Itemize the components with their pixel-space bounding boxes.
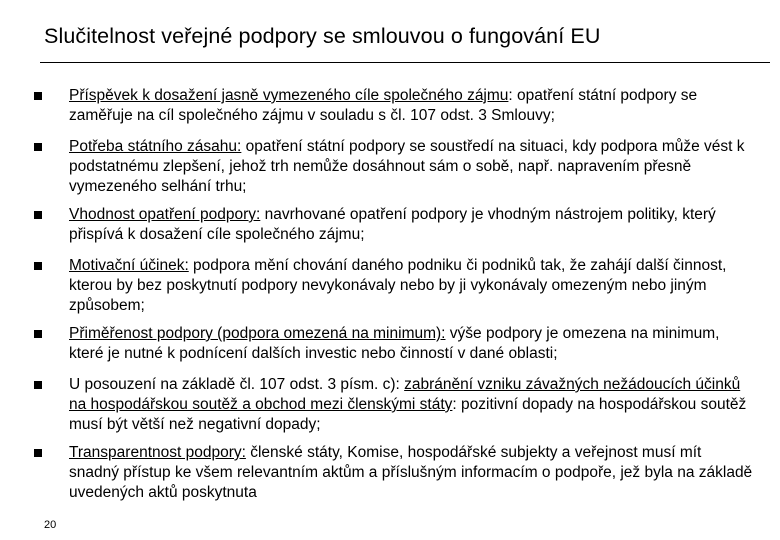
bullet-heading: Potřeba státního zásahu: [69,138,242,155]
bullet-body: členské státy, Komise, hospodářské subjekty a veřejnost musí mít snadný přístup ke všem relevantním aktům a příslušným informacím o podpoře, jež byla na základě uvedených aktů poskytnuta [69,444,753,501]
bullet-text [69,86,754,126]
bullet-text [69,137,754,197]
bullet-heading: Motivační účinek: [69,257,189,274]
bullet-text [69,375,754,435]
bullet-heading: Příspěvek k dosažení jasně vymezeného cíle společného zájmu [69,87,509,104]
bullet-text [69,256,754,316]
bullet-text [69,205,754,245]
square-bullet-icon [34,92,42,100]
bullet-prefix: U posouzení na základě čl. 107 odst. 3 písm. c): [69,376,405,393]
bullet-body: podpora mění chování daného podniku či podniků tak, že zahájí další činnost, kterou by bez poskytnutí podpory nevykonávaly nebo by ji vykonávaly omezeným nebo jiným způsobem; [69,257,727,314]
bullet-heading: zabránění vzniku závažných nežádoucích účinků na hospodářskou soutěž a obchod mezi členskými státy [69,376,741,413]
bullet-body: navrhované opatření podpory je vhodným nástrojem politiky, který přispívá k dosažení cíle společného zájmu; [69,206,716,243]
square-bullet-icon [34,449,42,457]
bullet-body: : pozitivní dopady na hospodářskou soutěž musí být větší než negativní dopady; [69,396,747,433]
bullet-text [69,324,754,364]
bullet-text [69,443,754,503]
bullet-body: : opatření státní podpory se zaměřuje na cíl společného zájmu v souladu s čl. 107 odst. 3 Smlouvy; [69,87,698,124]
page-number: 20 [44,519,57,531]
bullet-heading: Transparentnost podpory: [69,444,246,461]
square-bullet-icon [34,143,42,151]
bullet-body: opatření státní podpory se soustředí na situaci, kdy podpora může vést k podstatnému zlepšení, jehož trh nemůže dosáhnout sám o sobě, např. napravením přesně vymezeného selhání trhu; [69,138,745,195]
square-bullet-icon [34,211,42,219]
bullet-body: výše podpory je omezena na minimum, které je nutné k podnícení dalších investic nebo činností v dané oblasti; [69,325,720,362]
square-bullet-icon [34,381,42,389]
bullet-heading: Přiměřenost podpory (podpora omezená na minimum): [69,325,446,342]
bullet-heading: Vhodnost opatření podpory: [69,206,261,223]
slide-title: Slučitelnost veřejné podpory se smlouvou o fungování EU [44,24,601,48]
title-divider [40,62,770,63]
square-bullet-icon [34,262,42,270]
square-bullet-icon [34,330,42,338]
